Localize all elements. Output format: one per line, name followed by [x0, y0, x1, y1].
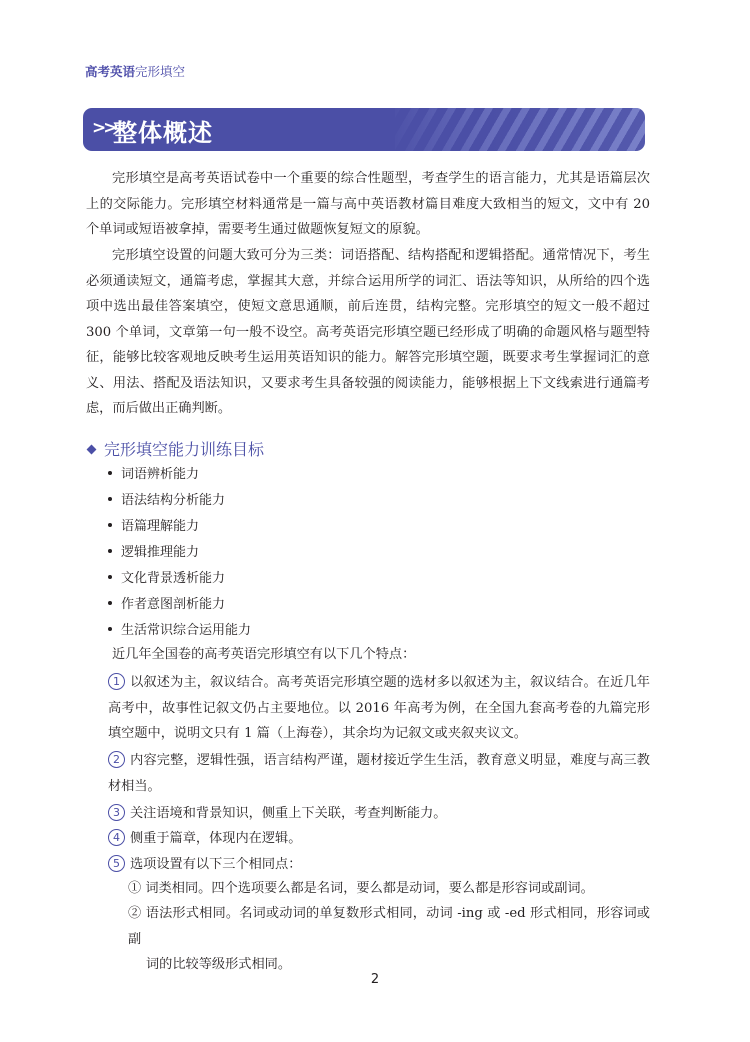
banner-fade: [385, 108, 645, 151]
paragraph-2: 完形填空设置的问题大致可分为三类：词语搭配、结构搭配和逻辑搭配。通常情况下，考生必须通读短文，通篇考虑，掌握其大意，并综合运用所学的词汇、语法等知识，从所给的四个选项中选出最佳答案填空，使短文意思通顺，前后连贯，结构完整。完形填空的短文一般不超过 300 个单词，文章第一句一般不设空。高考英语完形填空题已经形成了明确的命题风格与题型特征，能够比较客观地反映考生运用英语知识的能力。解答完形填空题，既要求考生掌握词汇的意义、用法、搭配及语法知识，又要求考生具备较强的阅读能力，能够根据上下文线索进行通篇考虑，而后做出正确判断。: [86, 248, 650, 416]
feature-item: 5 选项设置有以下三个相同点：: [108, 852, 650, 878]
list-item: 语篇理解能力: [108, 514, 251, 540]
sub-point: ② 语法形式相同。名词或动词的单复数形式相同，动词 -ing 或 -ed 形式相同，形容词或副 词的比较等级形式相同。: [128, 906, 650, 972]
bullet-icon: [108, 471, 112, 475]
number-badge-icon: 5: [108, 855, 125, 872]
header-bold: 高考英语: [85, 64, 136, 79]
bullet-icon: [108, 601, 112, 605]
bullet-icon: [108, 497, 112, 501]
features-intro: 近几年全国卷的高考英语完形填空有以下几个特点：: [112, 647, 416, 662]
number-badge-icon: 1: [108, 673, 125, 690]
list-item: 文化背景透析能力: [108, 566, 251, 592]
number-badge-icon: 4: [108, 829, 125, 846]
list-item: 生活常识综合运用能力: [108, 618, 251, 644]
feature-item: 4 侧重于篇章，体现内在逻辑。: [108, 826, 650, 852]
header-rest: 完形填空: [135, 64, 186, 79]
bullet-icon: [108, 627, 112, 631]
chevron-icon: >>: [92, 118, 115, 138]
paragraph-1: 完形填空是高考英语试卷中一个重要的综合性题型，考查学生的语言能力，尤其是语篇层次上的交际能力。完形填空材料通常是一篇与高中英语教材篇目难度大致相当的短文，文中有 20 个单词或短语被拿掉，需要考生通过做题恢复短文的原貌。: [86, 171, 650, 237]
page-number: 2: [370, 972, 380, 987]
feature-item: 2 内容完整，逻辑性强，语言结构严谨，题材接近学生生活，教育意义明显，难度与高三教材相当。: [108, 753, 650, 794]
section-title: 整体概述: [113, 119, 213, 147]
diamond-icon: [87, 445, 97, 455]
list-item: 语法结构分析能力: [108, 488, 251, 514]
sub-point: ① 词类相同。四个选项要么都是名词，要么都是动词，要么都是形容词或副词。: [128, 881, 594, 896]
feature-item: 1 以叙述为主，叙议结合。高考英语完形填空题的选材多以叙述为主，叙议结合。在近几年高考中，故事性记叙文仍占主要地位。以 2016 年高考为例，在全国九套高考卷的九篇完形填空题中，说明文只有 1 篇（上海卷），其余均为记叙文或夹叙夹议文。: [108, 675, 650, 741]
list-item: 词语辨析能力: [108, 462, 251, 488]
number-badge-icon: 3: [108, 804, 125, 821]
bullet-icon: [108, 549, 112, 553]
feature-item: 3 关注语境和背景知识，侧重上下关联，考查判断能力。: [108, 801, 650, 827]
list-item: 逻辑推理能力: [108, 540, 251, 566]
running-header: [85, 62, 185, 80]
section-banner: [83, 108, 645, 151]
goals-list: [108, 462, 251, 644]
bullet-icon: [108, 575, 112, 579]
bullet-icon: [108, 523, 112, 527]
subheading-text: 完形填空能力训练目标: [104, 440, 265, 459]
number-badge-icon: 2: [108, 751, 125, 768]
list-item: 作者意图剖析能力: [108, 592, 251, 618]
subheading: [88, 437, 264, 460]
